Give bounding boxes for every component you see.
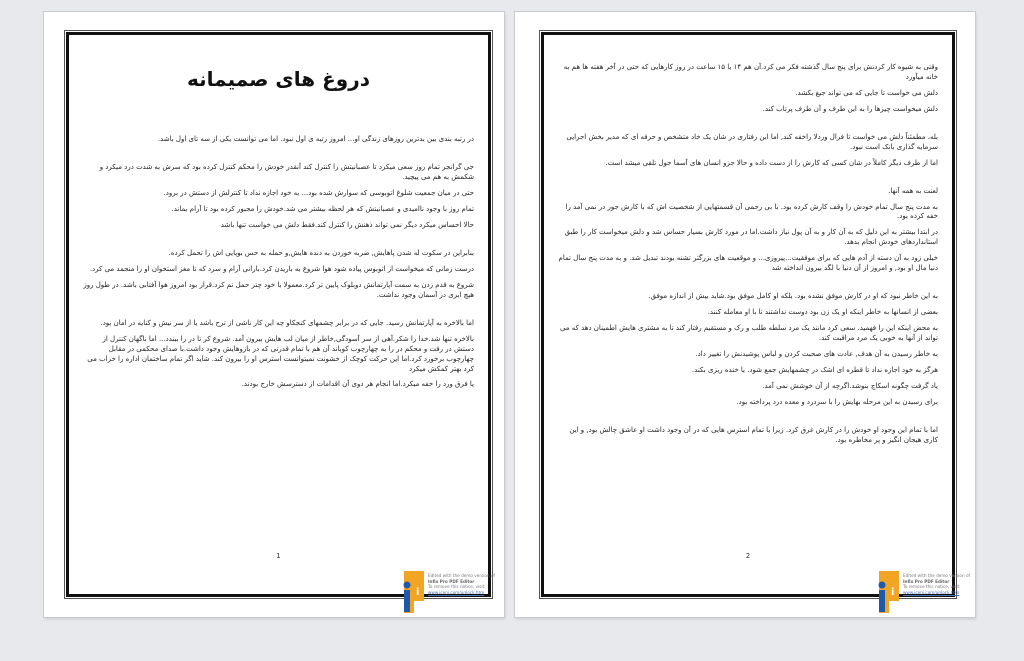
editor-watermark <box>398 571 508 615</box>
paragraph: اما با تمام این وجود او خودش را در کارش غرق کرد. زیرا با تمام استرس هایی که در آن وجود داشت او عاشق چالش بود, و این کاری هیجان انگیز و پر مخاطره بود. <box>569 425 938 444</box>
svg-text:i: i <box>891 587 895 598</box>
paragraph: شروع به قدم زدن به سمت آپارتمانش دوبلوک پایین تر کرد.معمولا با خود چتر حمل نم کرد.قرار بود امروز هوا آفتابی باشد. در طول روز هیچ ابری در آسمان وجود نداشت. <box>83 280 474 299</box>
watermark-line: To remove this notice, visit: <box>903 584 961 590</box>
document-page-2 <box>515 12 975 617</box>
paragraph: یاد گرفت چگونه اسکاچ بنوشد.اگرچه از آن خوشش نمی آمد. <box>762 381 938 390</box>
paragraph: در رتبه بندی بین بدترین روزهای زندگی او... امروز رتبه ی اول نبود. اما می توانست یکی از سه تای اول باشد. <box>157 135 474 144</box>
page-content <box>83 35 474 594</box>
paragraph: به این خاطر نبود که او در کارش موفق نشده بود. بلکه او کامل موفق بود.شاید بیش از اندازه موفق. <box>648 292 938 301</box>
paragraph: در ابتدا بیشتر به این دلیل که به آن کار و به آن پول نیاز داشت.اما در مورد کارش بسیار حساس شد و دلش میخواست کار را طبق استانداردهای خودش انجام بدهد. <box>564 228 938 247</box>
paragraph: تمام روز با وجود ناامیدی و عصبانیتش که هر لحظه بیشتر می شد.خودش را مجبور کرده بود تا آرام بماند. <box>171 205 474 214</box>
editor-watermark <box>873 571 983 615</box>
infix-logo-icon <box>398 571 426 615</box>
paragraph: هرگز به خود اجازه نداد تا قطره ای اشک در چشمهایش جمع شود. یا خنده ریزی بکند. <box>691 365 938 374</box>
page-content <box>558 35 938 594</box>
paragraph: دلش میخواست چیزها را به این طرف و آن طرف پرتاب کند. <box>762 104 938 113</box>
paragraph: بله، مطمئناً دلش می خواست تا فرال وردلا راخفه کند, اما این رفتاری در شان یک خاد متشخص و حرفه ای که مدیر بخش اجرایی سرمایه گذاری بانک است نبود. <box>566 132 938 151</box>
watermark-link[interactable]: www.iceni.com/unlock.htm <box>903 590 960 596</box>
paragraph: به محض اینکه این را فهمید. سعی کرد مانند یک مرد سلطه طلب و رک و مستقیم رفتار کند تا به مشتری هایش اطمینان دهد که می تواند از آنها به خوبی یک مرد مراقبت کند. <box>559 324 938 342</box>
paragraph: درست زمانی که میخواست از اتوبوس پیاده شود هوا شروع به باریدن کرد.بارانی آرام و سرد که تا مغز استخوان او را منجمد می کرد. <box>89 264 474 273</box>
document-title: دروغ های صمیمانه <box>187 67 370 91</box>
paragraph: جی گرانجر تمام روز سعی میکرد تا عصبانیتش را کنترل کند آنقدر خودش را محکم کنترل کرده بود که سرش به شدت درد میکرد و شکمش به هم می پیچید. <box>99 163 474 182</box>
paragraph: به مدت پنج سال تمام خودش را وقف کارش کرده بود. با بی رحمی آن قسمتهایی از شخصیت اش که با کارش جور در نمی آمد را خفه کرده بود. <box>565 202 938 221</box>
paragraph: دلش می خواست تا جایی که می تواند جیغ بکشد. <box>795 88 938 97</box>
paragraph: بعضی از انسانها به خاطر اینکه او یک زن بود دوست نداشتند تا با او معامله کنند. <box>707 308 938 317</box>
page-number: 2 <box>745 552 751 560</box>
document-page-1 <box>44 12 504 617</box>
paragraph: اما از طرف دیگر کاملاً در شان کسی که کارش را از دست داده و حالا جزو انسان های آسما جول تلقی میشد است. <box>605 158 938 167</box>
watermark-line: Edited with the demo version of <box>903 573 971 578</box>
infix-logo-icon <box>873 571 901 615</box>
paragraph: خیلی زود به آن دسته از آدم هایی که برای موفقیت...پیروزی... و موقعیت های بزرگتر تشنه بودند تبدیل شد. و به مدت پنج سال تمام دنیا مال او بود, و امروز از آن دنیا با لگد بیرون انداخته شد <box>558 254 938 273</box>
watermark-line: Infix Pro PDF Editor <box>428 578 475 584</box>
page-number: 1 <box>276 552 281 560</box>
paragraph: یا فرق ورد را خفه میکرد.اما انجام هر دوی آن اقدامات از دسترسش خارج بودند. <box>241 380 474 389</box>
watermark-line: Edited with the demo version of <box>428 573 496 578</box>
paragraph: برای رسیدن به این مرحله بهایش را با سردرد و معده درد پرداخته بود. <box>736 397 938 406</box>
paragraph: حتی در میان جمعیت شلوغ اتوبوسی که سوارش شده بود... به خود اجازه نداد تا کنترلش از دستش در برود. <box>163 189 474 198</box>
paragraph: بالاخره تنها شد.خدا را شکر.آهی از سر آسودگی,خاطر از میان لب هایش بیرون آمد. شروع کر تا در را ببندد... اما ناگهان کنترل از دستش در رفت و محکم در را به چهارچوب کوباند آن هم با تمام قدرتی که در بازوهایش وجود داشت.با صدای محکمی در مقابل چهارچوب برخورد کرد.اما این حرکت کوچک از خشونت نمیتوانست استرس او را بیرون کند. شاید اگر تمام ساختمان اداره را خراب می کرد بهتر کمکش میکرد <box>87 334 474 373</box>
paragraph: بنابراین در سکوت له شدن پاهایش, ضربه خوردن به دنده هایش,و حمله به حس بویایی اش را تحمل کرده. <box>168 249 474 258</box>
watermark-link[interactable]: www.iceni.com/unlock.htm <box>428 590 485 596</box>
paragraph: لعنت به همه آنها. <box>888 186 938 195</box>
paragraph: اما بالاخره به آپارتمانش رسید. جایی که در برابر چشمهای کنجکاو چه این کار ناشی از ترح باشد یا از سر نیش و کنایه در امان بود. <box>100 318 474 327</box>
svg-text:i: i <box>416 587 420 598</box>
decorative-page-border <box>541 32 955 597</box>
paragraph: وقتی به شیوه کار کردنش برای پنج سال گذشته فکر می کرد.آن هم ۱۴ یا ۱۵ ساعت در روز کارهایی که حتی در آخر هفته ها هم به خانه میآورد <box>563 63 938 81</box>
watermark-line: Infix Pro PDF Editor <box>903 578 950 584</box>
paragraph: حالا احساس میکرد دیگر نمی تواند ذهنش را کنترل کند.فقط دلش می خواست تنها باشد <box>220 221 474 230</box>
decorative-page-border <box>66 32 491 597</box>
watermark-line: To remove this notice, visit: <box>428 584 486 590</box>
paragraph: به خاطر رسیدن به آن هدف, عادت های صحبت کردن و لباس پوشیدنش را تغییر داد. <box>695 349 938 358</box>
